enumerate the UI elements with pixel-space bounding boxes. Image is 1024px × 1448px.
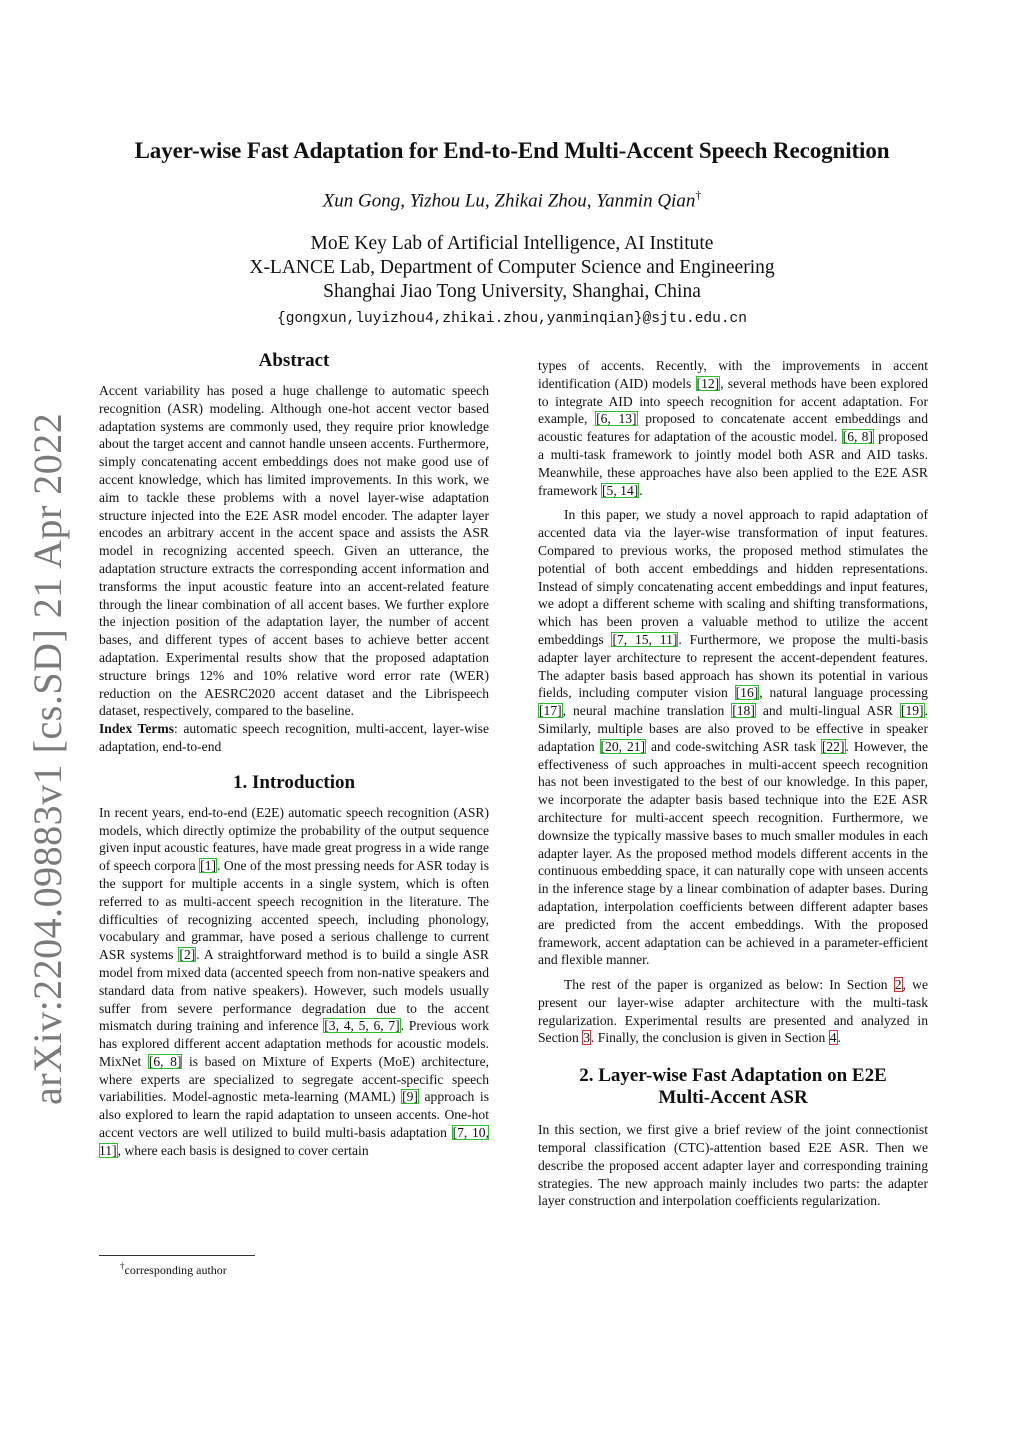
- body-text: , we present our layer-wise adapter architecture with the multi-task regularization. Experimental results are presented and analyzed in Section: [538, 977, 928, 1046]
- section-2-heading-line: 2. Layer-wise Fast Adaptation on E2E: [579, 1065, 887, 1087]
- organization-paragraph: [538, 976, 928, 1047]
- intro-text: approach is also explored to learn the rapid adaptation to unseen accents. One-hot accent vectors are well utilized to build multi-basis adaptation: [99, 1089, 489, 1141]
- abstract-heading: Abstract: [258, 350, 330, 371]
- right-column: [538, 357, 928, 1210]
- intro-text: is based on Mixture of Experts (MoE) architecture, where experts are specialized to segregate accent-specific speech variabilities. Model-agnostic meta-learning (MAML): [99, 1053, 489, 1105]
- citation-link[interactable]: [1]: [200, 858, 217, 874]
- intro-text: In recent years, end-to-end (E2E) automatic speech recognition (ASR) models, which directly optimize the probability of the output sequence given input acoustic features, have made great progress in a wide range of speech corpora: [99, 804, 489, 874]
- index-terms-text: : automatic speech recognition, multi-accent, layer-wise adaptation, end-to-end: [99, 721, 489, 754]
- citation-link[interactable]: [22]: [821, 738, 845, 754]
- body-text: .: [837, 1030, 841, 1046]
- section-link[interactable]: 4: [829, 1030, 837, 1046]
- paper-title: Layer-wise Fast Adaptation for End-to-End Multi-Accent Speech Recognition: [134, 138, 890, 163]
- body-text: , neural machine translation: [562, 703, 732, 719]
- arxiv-stamp: arXiv:2204.09883v1 [cs.SD] 21 Apr 2022: [25, 412, 70, 1105]
- section-link[interactable]: 3: [583, 1030, 590, 1046]
- affiliation-line: Shanghai Jiao Tong University, Shanghai, China: [323, 281, 701, 302]
- intro-text: . Previous work has explored different accent adaptation methods for acoustic models. MixNet: [99, 1018, 489, 1069]
- citation-link[interactable]: [20, 21]: [600, 738, 646, 754]
- footnote-text: corresponding author: [124, 1263, 227, 1277]
- authors-text: Xun Gong, Yizhou Lu, Zhikai Zhou, Yanmin Qian: [322, 190, 696, 212]
- footnote: [120, 1261, 227, 1278]
- citation-link[interactable]: [18]: [732, 703, 755, 719]
- body-text: . Finally, the conclusion is given in Section: [590, 1030, 829, 1046]
- citation-link[interactable]: [12]: [696, 375, 720, 391]
- citation-link[interactable]: [6, 13]: [596, 411, 637, 427]
- footnote-rule: [99, 1255, 255, 1256]
- body-text: In this paper, we study a novel approach to rapid adaptation of accented data via the layer-wise transformation of input features. Compared to previous works, the proposed method stimulates the potential of both accent embeddings and hidden representations. Instead of simply concatenating accent embeddings and input features, we adopt a different scheme with scaling and shifting transformations, which has been proven a valuable method to utilize the accent embeddings: [538, 507, 928, 647]
- index-terms: [99, 720, 489, 756]
- footnote-dagger: †: [120, 1261, 125, 1271]
- citation-link[interactable]: [5, 14]: [602, 482, 639, 498]
- section-2-heading-line: Multi-Accent ASR: [658, 1087, 808, 1109]
- section-link[interactable]: 2: [894, 977, 902, 993]
- contribution-paragraph: [538, 506, 928, 969]
- intro-paragraph-continued: [538, 357, 928, 499]
- body-text: and multi-lingual ASR: [755, 703, 900, 719]
- body-text: and code-switching ASR task: [646, 738, 821, 754]
- body-text: proposed a multi-task framework to jointly model both ASR and AID tasks. Meanwhile, these approaches have also been applied to the E2E ASR framework: [538, 429, 929, 498]
- intro-text: . One of the most pressing needs for ASR today is the support for multiple accents in a single system, which is often referred to as multi-accent speech recognition in the literature. The difficulties of recognizing accented speech, including phonology, vocabulary and grammar, have posed a serious challenge to current ASR systems: [99, 858, 489, 963]
- author-emails: {gongxun,luyizhou4,zhikai.zhou,yanminqian}@sjtu.edu.cn: [277, 311, 747, 327]
- intro-text: , where each basis is designed to cover certain: [117, 1142, 369, 1158]
- body-text: , natural language processing: [759, 685, 928, 701]
- body-text: . Furthermore, we propose the multi-basis adapter layer architecture to represent the accent-dependent features. The adapter basis based approach has shown its potential in various fields, including computer vision: [538, 631, 928, 701]
- affiliations: [60, 232, 964, 331]
- body-text: types of accents. Recently, with the improvements in accent identification (AID) models: [538, 358, 928, 391]
- citation-link[interactable]: [6, 8]: [148, 1053, 182, 1069]
- body-text: . However, the effectiveness of such approaches in multi-accent speech recognition has not been investigated to the best of our knowledge. In this paper, we incorporate the adapter basis based technique into the E2E ASR architecture for multi-accent speech recognition. Furthermore, we downsize the typically massive bases to much smaller modules in each adapter layer. As the proposed method models different accents in the continuous embedding space, it can naturally cope with unseen accents in the inference stage by a linear combination of adapter bases. During adaptation, interpolation coefficients between different adapter bases are predicted from the accent embeddings. With the proposed framework, accent adaptation can be achieved in a parameter-efficient and flexible manner.: [538, 738, 928, 968]
- index-terms-label: Index Terms: [99, 721, 175, 737]
- citation-link[interactable]: [2]: [179, 947, 196, 963]
- citation-link[interactable]: [7, 10, 11]: [99, 1125, 489, 1158]
- author-dagger: †: [695, 188, 702, 202]
- citation-link[interactable]: [19]: [900, 703, 924, 719]
- left-column: [99, 350, 489, 1160]
- citation-link[interactable]: [9]: [402, 1089, 418, 1105]
- citation-link[interactable]: [7, 15, 11]: [612, 631, 678, 647]
- body-text: , several methods have been explored to integrate AID into speech recognition for accent adaptation. For example,: [538, 375, 929, 427]
- citation-link[interactable]: [17]: [539, 703, 562, 719]
- affiliation-line: MoE Key Lab of Artificial Intelligence, AI Institute: [310, 233, 714, 254]
- author-list: [60, 188, 964, 212]
- body-text: proposed to concatenate accent embeddings and acoustic features for adaptation of the acoustic model.: [538, 411, 928, 445]
- citation-link[interactable]: [6, 8]: [842, 429, 873, 445]
- body-text: . Similarly, multiple bases are also proved to be effective in speaker adaptation: [538, 703, 928, 754]
- affiliation-line: X-LANCE Lab, Department of Computer Science and Engineering: [249, 257, 775, 278]
- intro-text: . A straightforward method is to build a single ASR model from mixed data (accented speech from non-native speakers and standard data from native speakers). However, such models usually suffer from severe performance degradation due to the accent mismatch during training and inference: [99, 947, 489, 1034]
- abstract-text: Accent variability has posed a huge challenge to automatic speech recognition (ASR) modeling. Although one-hot accent vector based adaptation systems are commonly used, they require prior knowledge about the target accent and cannot handle unseen accents. Furthermore, simply concatenating accent embeddings does not make good use of accent knowledge, which has limited improvements. In this work, we aim to tackle these problems with a novel layer-wise adaptation structure injected into the E2E ASR model encoder. The adapter layer encodes an arbitrary accent in the accent space and assists the ASR model in recognizing accented speech. Given an utterance, the adaptation structure extracts the corresponding accent information and transforms the input acoustic feature into an accent-related feature through the linear combination of all accent bases. We further explore the injection position of the adaptation layer, the number of accent bases, and different types of accent bases to achieve better accent adaptation. Experimental results show that the proposed adaptation structure brings 12% and 10% relative word error rate (WER) reduction on the AESRC2020 accent dataset and the Librispeech dataset, respectively, compared to the baseline.: [99, 383, 489, 719]
- intro-paragraph: [99, 804, 489, 1160]
- citation-link[interactable]: [3, 4, 5, 6, 7]: [324, 1018, 400, 1034]
- body-text: The rest of the paper is organized as below: In Section: [564, 977, 894, 993]
- citation-link[interactable]: [16]: [735, 685, 759, 701]
- section-2-heading: [538, 1065, 928, 1109]
- introduction-heading: 1. Introduction: [232, 771, 356, 793]
- body-text: .: [639, 482, 643, 498]
- section-2-paragraph: In this section, we first give a brief review of the joint connectionist temporal classification (CTC)-attention based E2E ASR. Then we describe the proposed accent adapter layer and corresponding training strategies. The new approach mainly includes two parts: the adapter layer construction and interpolation coefficients regularization.: [538, 1122, 928, 1209]
